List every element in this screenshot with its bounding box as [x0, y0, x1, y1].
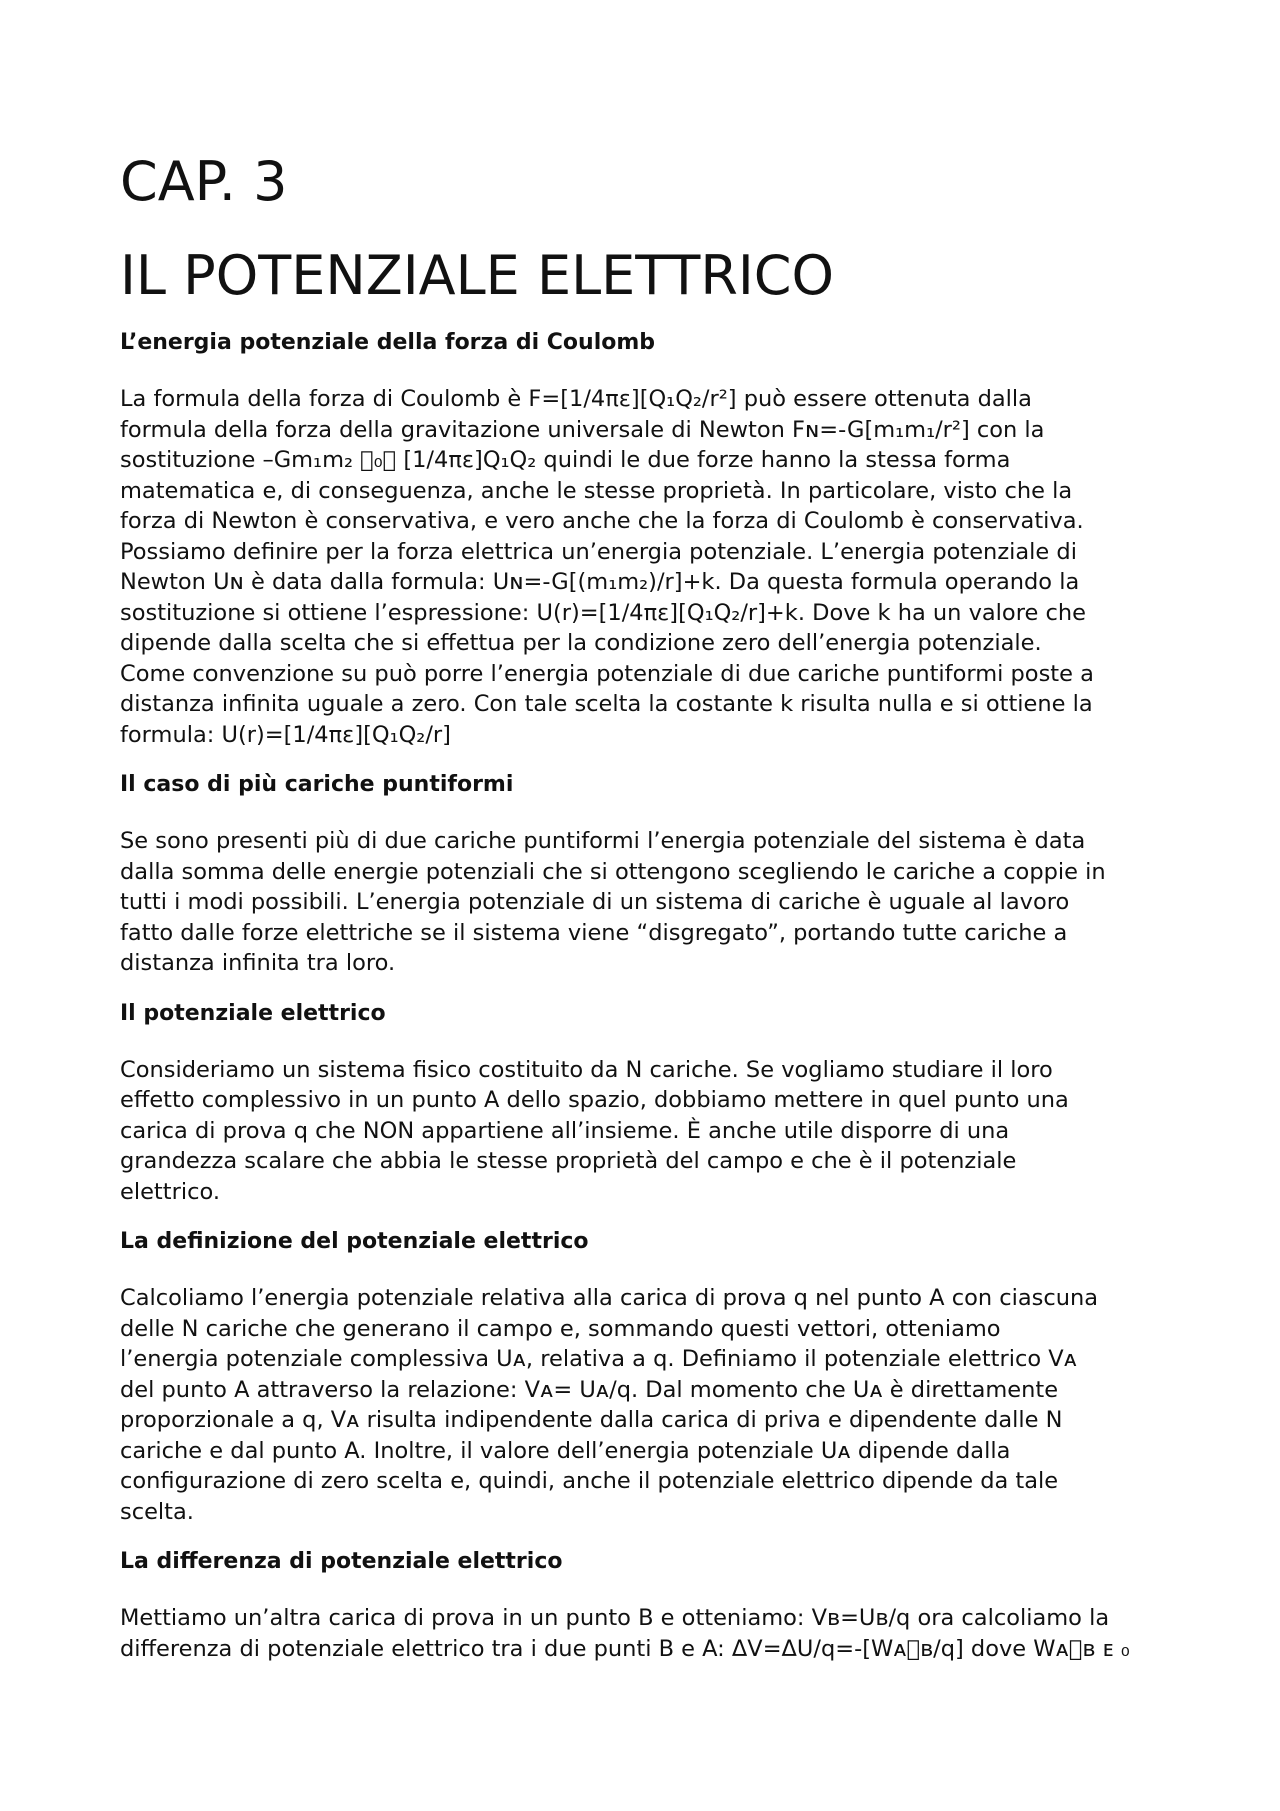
section-heading: La differenza di potenziale elettrico — [120, 1549, 563, 1574]
section-electric-potential — [120, 1001, 1170, 1208]
section-paragraph: Consideriamo un sistema fisico costituito da N cariche. Se vogliamo studiare il loro effetto complessivo in un punto A dello spazio, dobbiamo mettere in quel punto una carica di prova q che NON appartiene all’insieme. È anche utile disporre di una grandezza scalare che abbia le stesse proprietà del campo e che è il potenziale elettrico. — [120, 1056, 1069, 1205]
section-potential-definition — [120, 1229, 1170, 1527]
section-heading: Il potenziale elettrico — [120, 1000, 386, 1026]
section-paragraph: Mettiamo un’altra carica di prova in un punto B e otteniamo: Vʙ=Uʙ/q ora calcoliamo la differenza di potenziale elettrico tra i due punti B e A: ΔV=ΔU/q=-[Wᴀ⃞ʙ/q] dove Wᴀ⃞ʙ ᴇ ₀ — [120, 1605, 1130, 1662]
section-multiple-charges — [120, 772, 1170, 979]
section-coulomb-energy — [120, 330, 1170, 750]
document-page — [120, 150, 1170, 1686]
section-paragraph: La formula della forza di Coulomb è F=[1/4πε][Q₁Q₂/r²] può essere ottenuta dalla formula della forza della gravitazione universale di Newton Fɴ=-G[m₁m₁/r²] con la sostituzione –Gm₁m₂ ⃞₀⃞ [1/4πε]Q₁Q₂ quindi le due forze hanno la stessa forma matematica e, di conseguenza, anche le stesse proprietà. In particolare, visto che la forza di Newton è conservativa, e vero anche che la forza di Coulomb è conservativa. Possiamo definire per la forza elettrica un’energia potenziale. L’energia potenziale di Newton Uɴ è data dalla formula: Uɴ=-G[(m₁m₂)/r]+k. Da questa formula operando la sostituzione si ottiene l’espressione: U(r)=[1/4πε][Q₁Q₂/r]+k. Dove k ha un valore che dipende dalla scelta che si effettua per la condizione zero dell’energia potenziale. Come convenzione su può porre l’energia potenziale di due cariche puntiformi poste a distanza infinita uguale a zero. Con tale scelta la costante k risulta nulla e si ottiene la formula: U(r)=[1/4πε][Q₁Q₂/r] — [120, 386, 1094, 748]
section-paragraph: Se sono presenti più di due cariche puntiformi l’energia potenziale del sistema è data dalla somma delle energie potenziali che si ottengono scegliendo le cariche a coppie in tutti i modi possibili. L’energia potenziale di un sistema di cariche è uguale al lavoro fatto dalle forze elettriche se il sistema viene “disgregato”, portando tutte cariche a distanza infinita tra loro. — [120, 828, 1106, 976]
section-potential-difference — [120, 1549, 1170, 1664]
section-paragraph: Calcoliamo l’energia potenziale relativa alla carica di prova q nel punto A con ciascuna delle N cariche che generano il campo e, sommando questi vettori, otteniamo l’energia potenziale complessiva Uᴀ, relativa a q. Definiamo il potenziale elettrico Vᴀ del punto A attraverso la relazione: Vᴀ= Uᴀ/q. Dal momento che Uᴀ è direttamente proporzionale a q, Vᴀ risulta indipendente dalla carica di priva e dipendente dalle N cariche e dal punto A. Inoltre, il valore dell’energia potenziale Uᴀ dipende dalla configurazione di zero scelta e, quindi, anche il potenziale elettrico dipende da tale scelta. — [120, 1285, 1099, 1525]
section-heading: L’energia potenziale della forza di Coulomb — [120, 330, 656, 355]
section-heading: Il caso di più cariche puntiformi — [120, 772, 514, 797]
chapter-number: CAP. 3 — [120, 150, 288, 213]
section-heading: La definizione del potenziale elettrico — [120, 1229, 589, 1254]
chapter-title: IL POTENZIALE ELETTRICO — [120, 244, 834, 307]
